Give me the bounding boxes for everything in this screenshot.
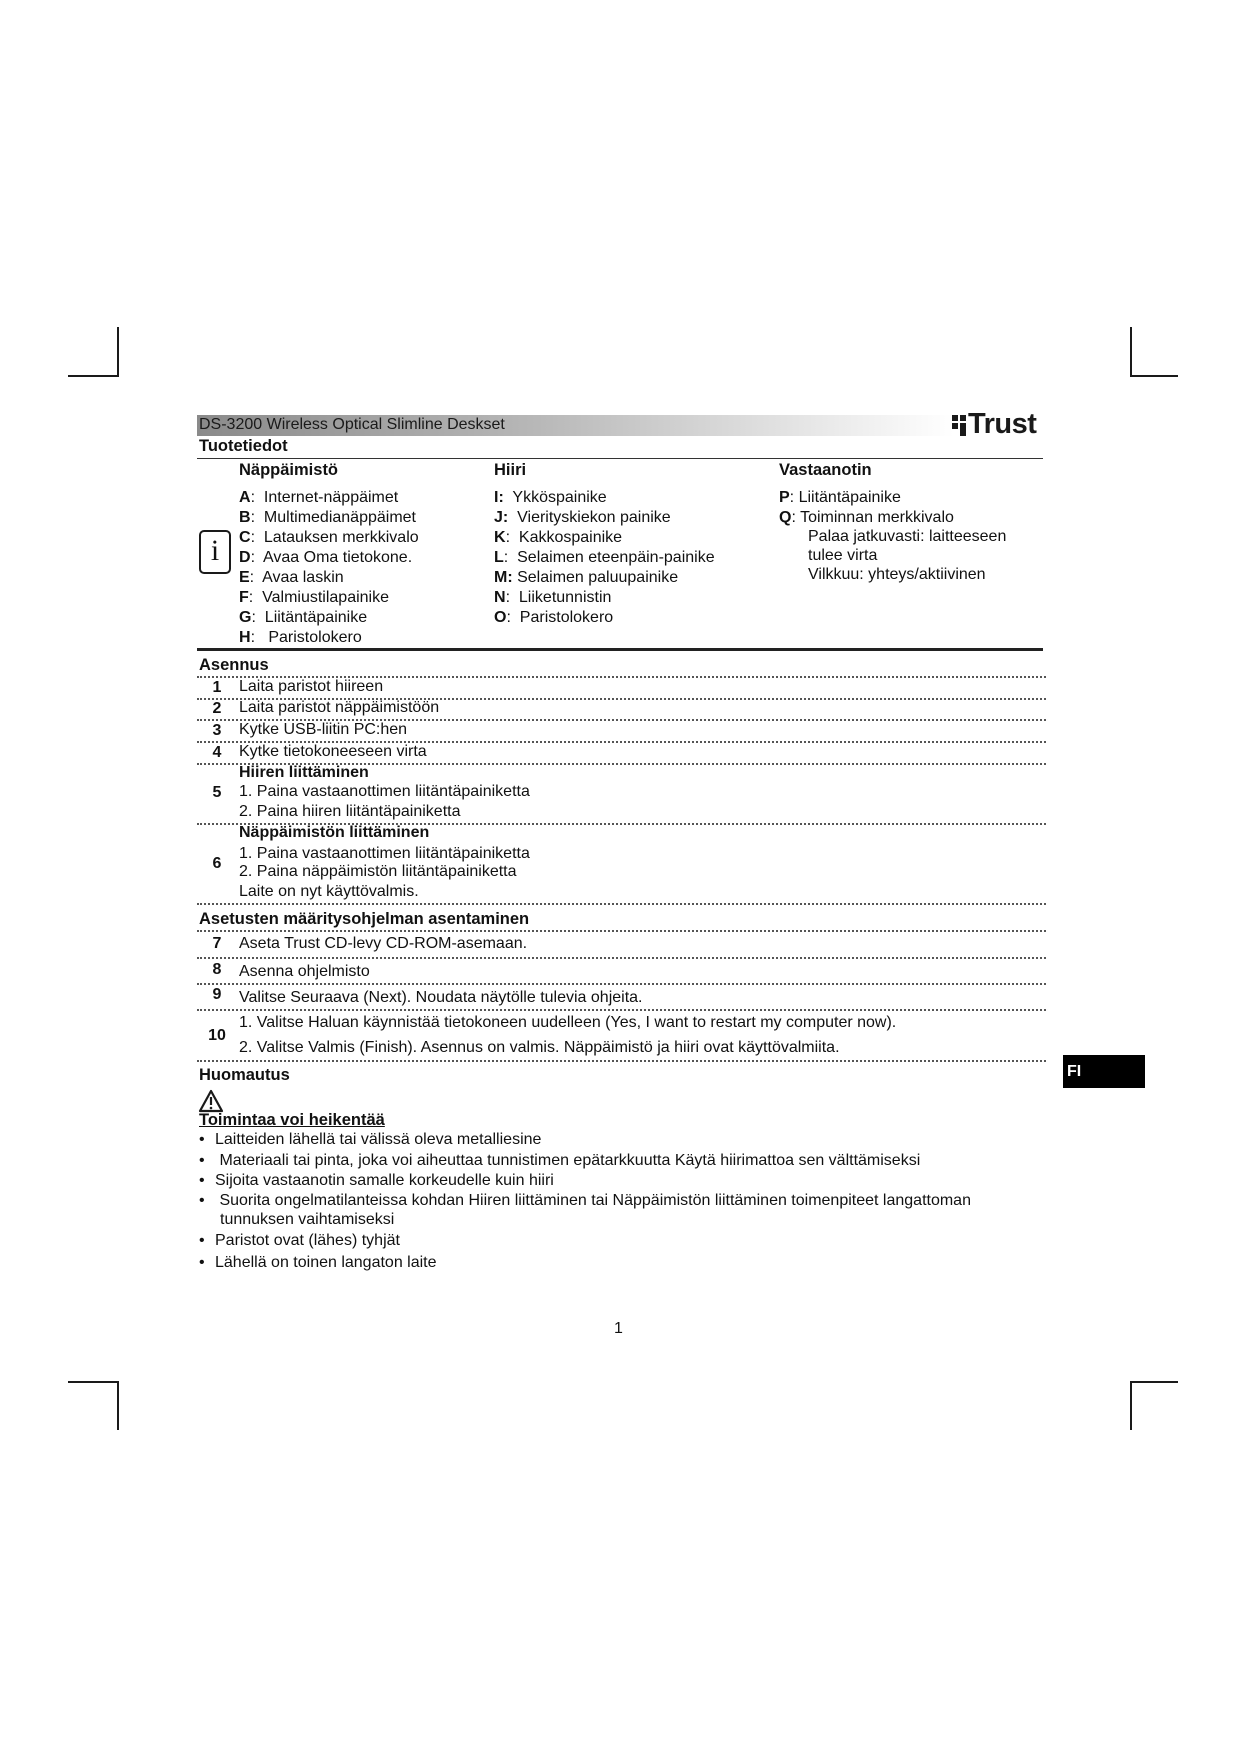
- list-item: I: Ykköspainike: [494, 489, 607, 506]
- trust-logo-mark-icon: [952, 415, 966, 436]
- divider: [197, 903, 1046, 905]
- list-item: O: Paristolokero: [494, 609, 614, 626]
- column-heading-keyboard: Näppäimistö: [239, 461, 339, 479]
- list-item: K: Kakkospainike: [494, 529, 623, 546]
- trust-logo-text: Trust: [968, 408, 1037, 440]
- product-info-top-rule: [197, 458, 1043, 459]
- divider: [197, 1009, 1046, 1011]
- step-number: 1: [212, 679, 222, 696]
- section-title-product-info: Tuotetiedot: [199, 437, 288, 455]
- step-number: 6: [212, 855, 222, 872]
- step-number: 7: [212, 935, 222, 952]
- crop-mark-bottom-right-h: [1130, 1381, 1178, 1383]
- list-item: J: Vierityskiekon painike: [494, 509, 671, 526]
- list-item-continuation: tunnuksen vaihtamiseksi: [220, 1211, 395, 1228]
- step-text: 1. Paina vastaanottimen liitäntäpainiketta: [239, 845, 530, 862]
- step-text: 2. Paina näppäimistön liitäntäpainiketta: [239, 863, 517, 880]
- list-item: M: Selaimen paluupainike: [494, 569, 679, 586]
- list-item: • Materiaali tai pinta, joka voi aiheuttaa tunnistimen epätarkkuutta Käytä hiirimattoa sen välttämiseksi: [199, 1152, 921, 1169]
- step-text: 2. Valitse Valmis (Finish). Asennus on valmis. Näppäimistö ja hiiri ovat käyttövalmiita.: [239, 1039, 840, 1056]
- receiver-note: Palaa jatkuvasti: laitteeseen: [808, 528, 1007, 545]
- language-tab: FI: [1063, 1055, 1145, 1088]
- trust-logo: [952, 408, 1036, 441]
- divider: [197, 983, 1046, 985]
- step-number: 5: [212, 784, 222, 801]
- step-text: Laita paristot hiireen: [239, 678, 384, 695]
- step-title: Näppäimistön liittäminen: [239, 824, 430, 841]
- page-number: 1: [614, 1320, 623, 1337]
- step-text: Laita paristot näppäimistöön: [239, 699, 440, 716]
- crop-mark-top-right-h: [1130, 375, 1178, 377]
- step-text: 1. Valitse Haluan käynnistää tietokoneen uudelleen (Yes, I want to restart my computer now).: [239, 1014, 897, 1031]
- receiver-note: Vilkkuu: yhteys/aktiivinen: [808, 566, 986, 583]
- step-number: 9: [212, 986, 222, 1003]
- divider: [197, 930, 1046, 932]
- column-heading-receiver: Vastaanotin: [779, 461, 872, 479]
- step-number: 4: [212, 744, 222, 761]
- crop-mark-top-right: [1130, 327, 1132, 377]
- list-item: B: Multimedianäppäimet: [239, 509, 416, 526]
- step-text: Aseta Trust CD-levy CD-ROM-asemaan.: [239, 935, 528, 952]
- list-item: A: Internet-näppäimet: [239, 489, 399, 506]
- step-number: 8: [212, 961, 222, 978]
- info-icon: i: [199, 530, 231, 574]
- section-title-installation: Asennus: [199, 656, 269, 674]
- step-text: 1. Paina vastaanottimen liitäntäpainiketta: [239, 783, 530, 800]
- list-item: E: Avaa laskin: [239, 569, 344, 586]
- list-item: • Suorita ongelmatilanteissa kohdan Hiiren liittäminen tai Näppäimistön liittäminen toimenpiteet langattoman: [199, 1192, 971, 1209]
- crop-mark-bottom-left: [117, 1381, 119, 1430]
- list-item: • Paristot ovat (lähes) tyhjät: [199, 1232, 400, 1249]
- step-text: Laite on nyt käyttövalmis.: [239, 883, 419, 900]
- list-item: • Sijoita vastaanotin samalle korkeudelle kuin hiiri: [199, 1172, 554, 1189]
- list-item: D: Avaa Oma tietokone.: [239, 549, 413, 566]
- step-text: Valitse Seuraava (Next). Noudata näytölle tulevia ohjeita.: [239, 989, 643, 1006]
- section-title-note: Huomautus: [199, 1066, 290, 1084]
- list-item: N: Liiketunnistin: [494, 589, 612, 606]
- step-text: Asenna ohjelmisto: [239, 963, 370, 980]
- step-text: 2. Paina hiiren liitäntäpainiketta: [239, 803, 461, 820]
- list-item: C: Latauksen merkkivalo: [239, 529, 419, 546]
- list-item: P: Liitäntäpainike: [779, 489, 901, 506]
- product-info-bottom-rule: [197, 648, 1043, 651]
- list-item: Q: Toiminnan merkkivalo: [779, 509, 954, 526]
- step-number: 3: [212, 722, 222, 739]
- note-subheading: Toimintaa voi heikentää: [199, 1111, 385, 1129]
- list-item: F: Valmiustilapainike: [239, 589, 389, 606]
- step-text: Kytke tietokoneeseen virta: [239, 743, 427, 760]
- crop-mark-top-left-h: [68, 375, 119, 377]
- list-item: L: Selaimen eteenpäin-painike: [494, 549, 715, 566]
- step-text: Kytke USB-liitin PC:hen: [239, 721, 408, 738]
- step-number: 10: [208, 1027, 226, 1044]
- crop-mark-top-left: [117, 327, 119, 377]
- step-title: Hiiren liittäminen: [239, 764, 369, 781]
- list-item: H: Paristolokero: [239, 629, 362, 646]
- step-number: 2: [212, 700, 222, 717]
- list-item: • Laitteiden lähellä tai välissä oleva metalliesine: [199, 1131, 542, 1148]
- warning-icon: [198, 1089, 224, 1113]
- column-heading-mouse: Hiiri: [494, 461, 527, 479]
- crop-mark-bottom-left-h: [68, 1381, 119, 1383]
- receiver-note: tulee virta: [808, 547, 878, 564]
- list-item: • Lähellä on toinen langaton laite: [199, 1254, 437, 1271]
- list-item: G: Liitäntäpainike: [239, 609, 368, 626]
- document-title: DS-3200 Wireless Optical Slimline Deskset: [199, 416, 505, 433]
- divider: [197, 1060, 1046, 1062]
- section-title-software: Asetusten määritysohjelman asentaminen: [199, 910, 530, 928]
- crop-mark-bottom-right: [1130, 1381, 1132, 1430]
- divider: [197, 957, 1046, 959]
